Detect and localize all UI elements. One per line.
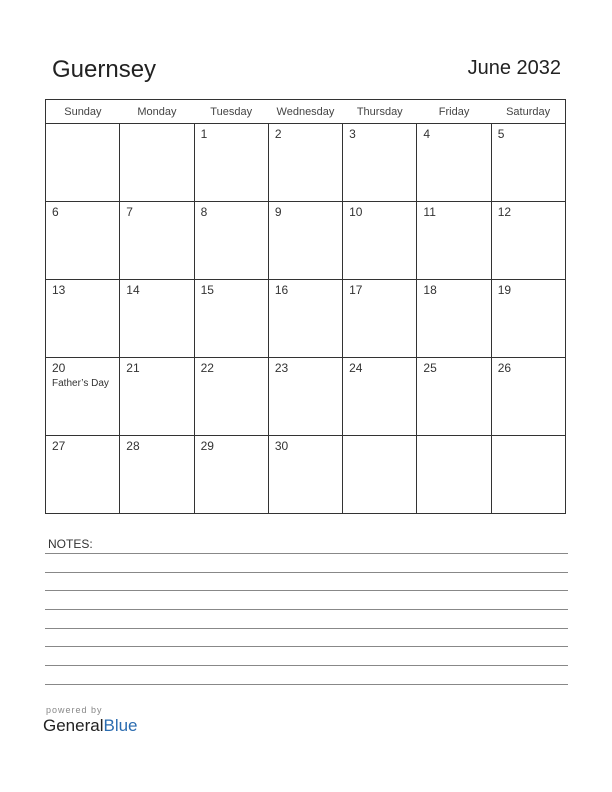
day-number: 23 bbox=[274, 361, 289, 375]
day-cell[interactable] bbox=[120, 358, 194, 436]
day-cell[interactable] bbox=[194, 358, 268, 436]
day-number: 12 bbox=[497, 205, 512, 219]
day-cell[interactable] bbox=[268, 436, 342, 514]
powered-by-text: powered by bbox=[46, 705, 103, 715]
day-cell[interactable] bbox=[417, 280, 491, 358]
calendar-grid bbox=[45, 99, 566, 514]
day-cell[interactable] bbox=[343, 358, 417, 436]
weekday-header-row bbox=[46, 100, 566, 124]
week-row bbox=[46, 436, 566, 514]
day-number: 4 bbox=[423, 127, 431, 141]
day-cell[interactable] bbox=[343, 436, 417, 514]
day-number: 5 bbox=[497, 127, 505, 141]
day-number: 6 bbox=[52, 205, 59, 219]
day-cell[interactable] bbox=[120, 436, 194, 514]
day-number: 22 bbox=[200, 361, 214, 375]
weekday-header: Sunday bbox=[46, 100, 120, 124]
day-cell[interactable] bbox=[268, 358, 342, 436]
day-number: 29 bbox=[200, 439, 214, 453]
brand-logo[interactable] bbox=[43, 716, 138, 736]
day-cell[interactable] bbox=[120, 280, 194, 358]
week-row bbox=[46, 202, 566, 280]
day-number: 21 bbox=[126, 361, 140, 375]
month-label: June 2032 bbox=[467, 57, 561, 79]
day-cell[interactable] bbox=[417, 436, 491, 514]
notes-label: NOTES: bbox=[48, 537, 93, 551]
notes-line bbox=[45, 646, 568, 647]
day-number: 10 bbox=[349, 205, 363, 219]
weekday-header: Saturday bbox=[491, 100, 565, 124]
day-cell[interactable] bbox=[46, 124, 120, 202]
day-number: 16 bbox=[274, 283, 289, 297]
day-cell[interactable] bbox=[268, 202, 342, 280]
day-number: 13 bbox=[52, 283, 66, 297]
day-cell[interactable] bbox=[417, 202, 491, 280]
notes-line bbox=[45, 628, 568, 629]
brand-blue: Blue bbox=[103, 716, 138, 735]
day-number: 18 bbox=[423, 283, 437, 297]
day-number: 17 bbox=[349, 283, 363, 297]
day-cell[interactable] bbox=[268, 124, 342, 202]
weekday-header: Wednesday bbox=[268, 100, 342, 124]
day-number: 27 bbox=[52, 439, 66, 453]
day-number: 25 bbox=[423, 361, 437, 375]
day-number: 20 bbox=[52, 361, 66, 375]
day-cell[interactable] bbox=[491, 202, 565, 280]
day-cell[interactable] bbox=[491, 280, 565, 358]
notes-line bbox=[45, 684, 568, 685]
day-cell[interactable] bbox=[194, 436, 268, 514]
weekday-header: Thursday bbox=[343, 100, 417, 124]
day-number: 26 bbox=[497, 361, 512, 375]
day-cell[interactable] bbox=[417, 124, 491, 202]
week-row bbox=[46, 124, 566, 202]
day-cell[interactable] bbox=[120, 124, 194, 202]
day-cell[interactable] bbox=[194, 280, 268, 358]
day-number: 14 bbox=[126, 283, 140, 297]
day-cell[interactable] bbox=[491, 358, 565, 436]
weekday-header: Friday bbox=[417, 100, 491, 124]
day-number: 11 bbox=[423, 205, 436, 219]
day-cell[interactable] bbox=[46, 358, 120, 436]
day-cell[interactable] bbox=[491, 124, 565, 202]
day-number: 30 bbox=[274, 439, 289, 453]
weekday-header: Tuesday bbox=[194, 100, 268, 124]
day-cell[interactable] bbox=[343, 202, 417, 280]
day-number: 19 bbox=[497, 283, 512, 297]
day-number: 3 bbox=[349, 127, 356, 141]
day-cell[interactable] bbox=[417, 358, 491, 436]
notes-line bbox=[45, 553, 568, 554]
day-number: 8 bbox=[200, 205, 208, 219]
day-number: 9 bbox=[274, 205, 282, 219]
day-cell[interactable] bbox=[491, 436, 565, 514]
notes-line bbox=[45, 572, 568, 573]
week-row bbox=[46, 280, 566, 358]
day-cell[interactable] bbox=[268, 280, 342, 358]
day-cell[interactable] bbox=[46, 202, 120, 280]
weekday-header: Monday bbox=[120, 100, 194, 124]
day-number: 24 bbox=[349, 361, 363, 375]
day-cell[interactable] bbox=[194, 202, 268, 280]
notes-line bbox=[45, 609, 568, 610]
brand-general: General bbox=[43, 716, 104, 735]
day-cell[interactable] bbox=[120, 202, 194, 280]
day-number: 28 bbox=[126, 439, 140, 453]
day-number: 1 bbox=[200, 127, 208, 141]
day-cell[interactable] bbox=[194, 124, 268, 202]
day-number: 15 bbox=[200, 283, 214, 297]
day-cell[interactable] bbox=[343, 124, 417, 202]
notes-line bbox=[45, 590, 568, 591]
day-cell[interactable] bbox=[46, 280, 120, 358]
holiday-label: Father’s Day bbox=[52, 378, 109, 389]
notes-line bbox=[45, 665, 568, 666]
calendar-title: Guernsey bbox=[52, 56, 157, 83]
day-cell[interactable] bbox=[343, 280, 417, 358]
day-cell[interactable] bbox=[46, 436, 120, 514]
week-row bbox=[46, 358, 566, 436]
day-number: 2 bbox=[274, 127, 282, 141]
day-number: 7 bbox=[126, 205, 133, 219]
